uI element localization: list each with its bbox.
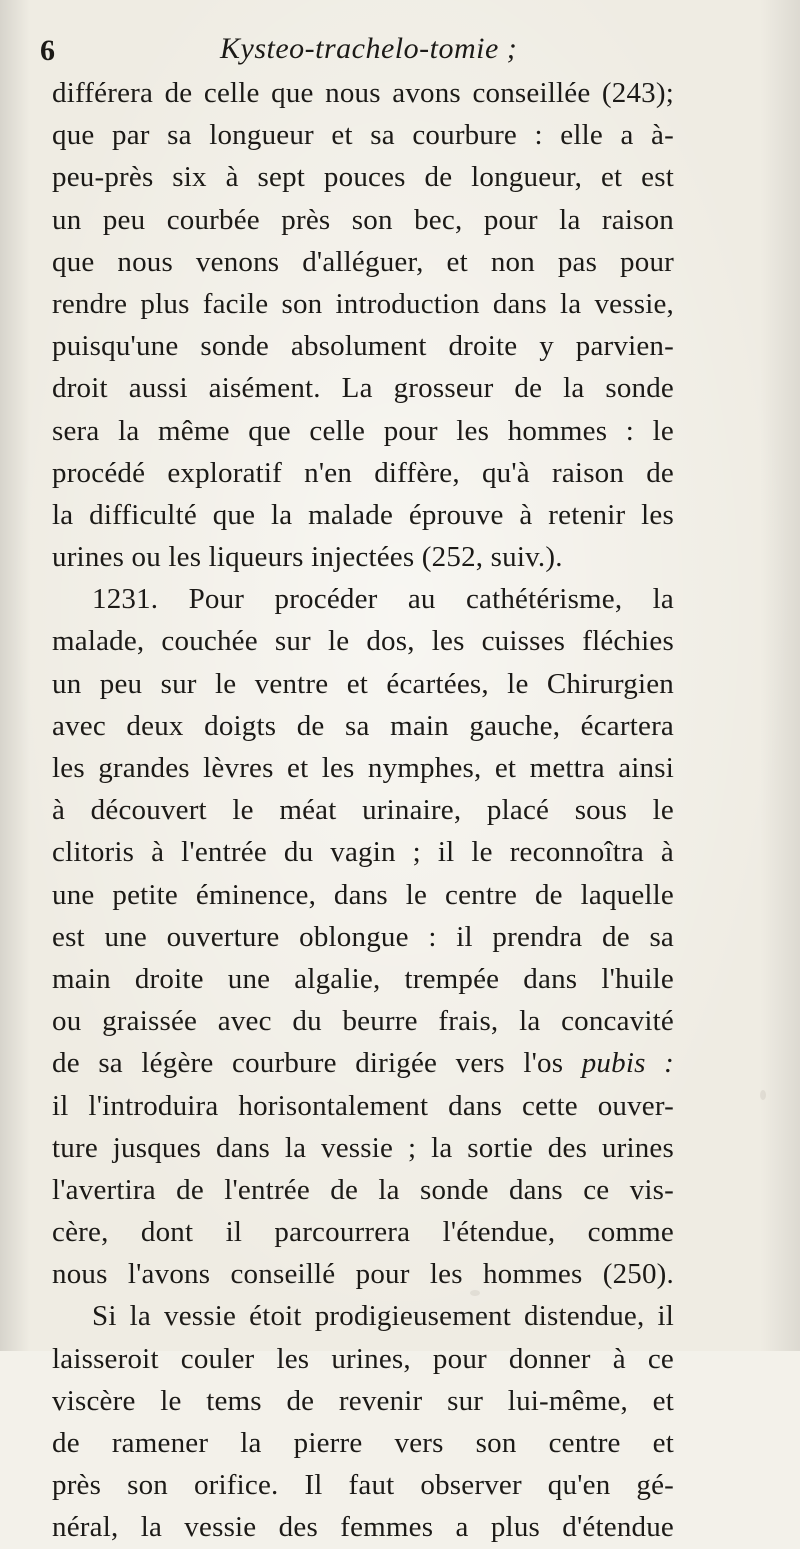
text-line-content: rendre plus facile son introduction dans la vessie, [52, 287, 674, 320]
text-line-content: 1231. Pour procéder au cathétérisme, la [92, 583, 674, 616]
running-title: Kysteo-trachelo-tomie ; [220, 32, 518, 65]
text-line [52, 705, 674, 747]
text-line-content: cère, dont il parcourrera l'étendue, comme [52, 1216, 674, 1249]
text-line-content: ou graissée avec du beurre frais, la concavité [52, 1005, 674, 1038]
text-line-content: main droite une algalie, trempée dans l'huile [52, 962, 674, 995]
italic-term: pubis : [581, 1047, 674, 1080]
text-line-content: la difficulté que la malade éprouve à retenir les [52, 498, 674, 531]
text-line-content: puisqu'une sonde absolument droite y parvien- [52, 330, 674, 363]
text-line [52, 410, 674, 452]
page-number: 6 [40, 34, 55, 67]
text-line-content: est une ouverture oblongue : il prendra de sa [52, 920, 674, 953]
text-line [52, 156, 674, 198]
text-line [52, 620, 674, 662]
text-line-content: que nous venons d'alléguer, et non pas pour [52, 245, 674, 278]
text-line [52, 1085, 674, 1127]
text-line-content: urines ou les liqueurs injectées (252, suiv.). [52, 541, 563, 574]
text-line [52, 1169, 674, 1211]
text-line-content: procédé exploratif n'en diffère, qu'à raison de [52, 456, 674, 489]
text-line [52, 452, 674, 494]
text-line [52, 663, 674, 705]
text-line [52, 72, 674, 114]
text-line [52, 1211, 674, 1253]
text-line [52, 241, 674, 283]
text-line [52, 1042, 674, 1084]
text-line-content: avec deux doigts de sa main gauche, écartera [52, 709, 674, 742]
text-line-content: un peu courbée près son bec, pour la raison [52, 203, 674, 236]
text-line-content: un peu sur le ventre et écartées, le Chirurgien [52, 667, 674, 700]
text-line-content: de ramener la pierre vers son centre et [52, 1427, 674, 1459]
text-line [52, 283, 674, 325]
text-line-content: droit aussi aisément. La grosseur de la sonde [52, 372, 674, 405]
text-line [52, 1338, 674, 1380]
text-line [52, 199, 674, 241]
text-line-content: Si la vessie étoit prodigieusement distendue, il [92, 1300, 674, 1333]
text-line-content: néral, la vessie des femmes a plus d'étendue [52, 1511, 674, 1544]
text-line [52, 578, 674, 620]
ink-speck [760, 1090, 766, 1100]
text-line-content: les grandes lèvres et les nymphes, et mettra ainsi [52, 752, 674, 784]
text-line [52, 536, 674, 578]
text-line [52, 747, 674, 789]
text-line-content: viscère le tems de revenir sur lui-même, et [52, 1384, 674, 1417]
text-line-content: clitoris à l'entrée du vagin ; il le reconnoîtra à [52, 836, 674, 869]
text-line [52, 1464, 674, 1506]
text-line [52, 1295, 674, 1337]
text-line [52, 1253, 674, 1295]
text-line [52, 325, 674, 367]
page-header [40, 28, 680, 72]
text-line [52, 916, 674, 958]
text-line-content: laisseroit couler les urines, pour donner à ce [52, 1342, 674, 1375]
text-line-content: que par sa longueur et sa courbure : elle a à- [52, 119, 674, 152]
text-line-content: sera la même que celle pour les hommes : le [52, 414, 674, 447]
text-line-content: une petite éminence, dans le centre de laquelle [52, 878, 674, 911]
text-line [52, 1127, 674, 1169]
text-line-content: de sa légère courbure dirigée vers l'os [52, 1047, 564, 1080]
text-line-content: peu-près six à sept pouces de longueur, et est [52, 161, 674, 194]
text-line-content: à découvert le méat urinaire, placé sous le [52, 794, 674, 827]
text-line-content: l'avertira de l'entrée de la sonde dans ce vis- [52, 1173, 674, 1206]
text-line-content: il l'introduira horisontalement dans cette ouver- [52, 1089, 674, 1122]
text-line-content: nous l'avons conseillé pour les hommes (250). [52, 1258, 674, 1291]
body-text [52, 72, 674, 1544]
text-line [52, 789, 674, 831]
text-line [52, 1000, 674, 1042]
text-line [52, 1380, 674, 1422]
text-line-content: différera de celle que nous avons conseillée (243); [52, 77, 674, 109]
text-line-content: malade, couchée sur le dos, les cuisses fléchies [52, 625, 674, 658]
text-line [52, 114, 674, 156]
text-line [52, 367, 674, 409]
text-line [52, 494, 674, 536]
text-line [52, 831, 674, 873]
text-line [52, 1506, 674, 1548]
text-line-content: près son orifice. Il faut observer qu'en gé- [52, 1469, 674, 1502]
text-line-content: ture jusques dans la vessie ; la sortie des urines [52, 1131, 674, 1164]
text-line [52, 874, 674, 916]
text-line [52, 958, 674, 1000]
text-line [52, 1422, 674, 1464]
